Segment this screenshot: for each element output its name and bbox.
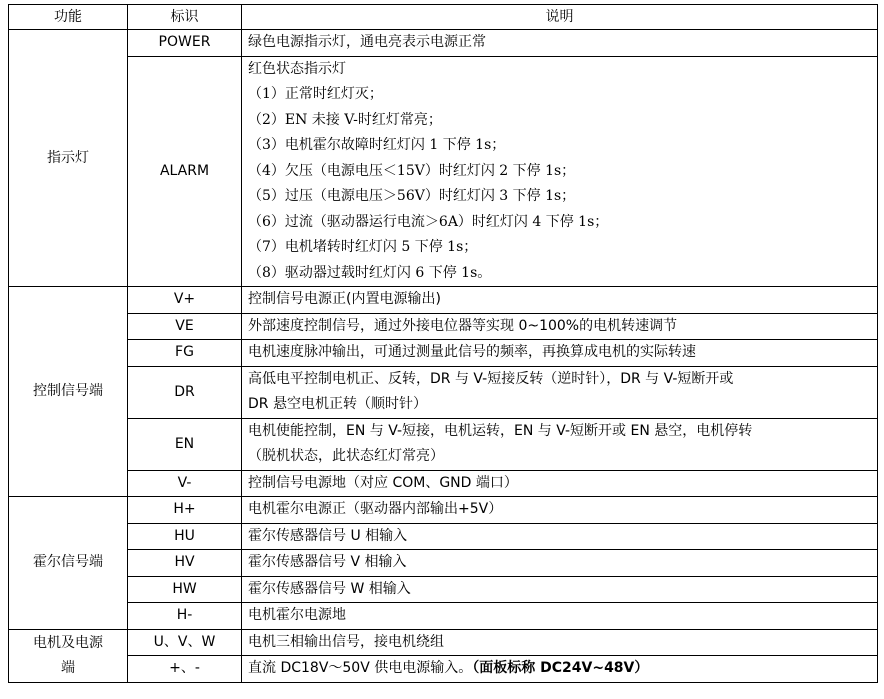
- desc-line: （4）欠压（电源电压＜15V）时红灯闪 2 下停 1s；: [248, 162, 576, 179]
- group-motor-power-label: 电机及电源 端: [9, 629, 128, 682]
- row-id: V-: [128, 470, 242, 497]
- row-id: ALARM: [128, 56, 242, 287]
- row-desc: 电机霍尔电源正（驱动器内部输出+5V）: [242, 497, 878, 524]
- table-row: [9, 629, 878, 656]
- row-id: H+: [128, 497, 242, 524]
- header-desc: 说明: [242, 5, 878, 30]
- terminal-spec-table: [8, 4, 878, 683]
- desc-line: （1）正常时红灯灭；: [248, 86, 383, 102]
- row-desc: 电机霍尔电源地: [242, 603, 878, 630]
- table-row: [9, 470, 878, 497]
- table-row: [9, 418, 878, 470]
- table-row: [9, 523, 878, 550]
- table-row: [9, 30, 878, 57]
- table-row: [9, 576, 878, 603]
- table-row: [9, 603, 878, 630]
- row-desc: 控制信号电源地（对应 COM、GND 端口）: [242, 470, 878, 497]
- row-id: HU: [128, 523, 242, 550]
- row-desc: 直流 DC18V～50V 供电电源输入。（面板标称 DC24V~48V）: [242, 656, 878, 683]
- table-header-row: [9, 5, 878, 30]
- table-row: [9, 313, 878, 340]
- row-id: VE: [128, 313, 242, 340]
- group-indicator-label: 指示灯: [9, 30, 128, 287]
- desc-line: （3）电机霍尔故障时红灯闪 1 下停 1s；: [248, 137, 506, 153]
- desc-line: （8）驱动器过载时红灯闪 6 下停 1s。: [248, 264, 492, 281]
- row-desc: 外部速度控制信号，通过外接电位器等实现 0~100%的电机转速调节: [242, 313, 878, 340]
- row-id: HV: [128, 550, 242, 577]
- header-id: 标识: [128, 5, 242, 30]
- spec-table-container: [8, 4, 877, 683]
- row-desc: 绿色电源指示灯，通电亮表示电源正常: [242, 30, 878, 57]
- row-desc: 霍尔传感器信号 V 相输入: [242, 550, 878, 577]
- group-control-label: 控制信号端: [9, 287, 128, 497]
- table-row: [9, 56, 878, 287]
- row-desc: 霍尔传感器信号 U 相输入: [242, 523, 878, 550]
- row-id: FG: [128, 340, 242, 367]
- row-id: V+: [128, 287, 242, 314]
- row-desc: 高低电平控制电机正、反转，DR 与 V-短接反转（逆时针），DR 与 V-短断开或 DR 悬空电机正转（顺时针）: [242, 366, 878, 418]
- row-id: H-: [128, 603, 242, 630]
- table-row: [9, 497, 878, 524]
- table-row: [9, 340, 878, 367]
- desc-line: （6）过流（驱动器运行电流＞6A）时红灯闪 4 下停 1s；: [248, 213, 609, 230]
- row-id: +、-: [128, 656, 242, 683]
- group-hall-label: 霍尔信号端: [9, 497, 128, 630]
- row-id: HW: [128, 576, 242, 603]
- row-desc: 电机速度脉冲输出，可通过测量此信号的频率，再换算成电机的实际转速: [242, 340, 878, 367]
- row-id: EN: [128, 418, 242, 470]
- row-id: U、V、W: [128, 629, 242, 656]
- desc-line: （7）电机堵转时红灯闪 5 下停 1s；: [248, 239, 478, 255]
- row-desc: [242, 56, 878, 287]
- table-row: [9, 656, 878, 683]
- row-id: DR: [128, 366, 242, 418]
- desc-line: 红色状态指示灯: [248, 60, 346, 77]
- row-desc: 电机三相输出信号，接电机绕组: [242, 629, 878, 656]
- panel-rating-note: （面板标称 DC24V~48V）: [472, 660, 649, 676]
- table-row: [9, 287, 878, 314]
- desc-line: （5）过压（电源电压＞56V）时红灯闪 3 下停 1s；: [248, 188, 576, 204]
- header-func: 功能: [9, 5, 128, 30]
- row-desc: 霍尔传感器信号 W 相输入: [242, 576, 878, 603]
- row-desc: 电机使能控制，EN 与 V-短接，电机运转，EN 与 V-短断开或 EN 悬空，电机停转 （脱机状态，此状态红灯常亮）: [242, 418, 878, 470]
- table-row: [9, 366, 878, 418]
- row-desc: 控制信号电源正(内置电源输出): [242, 287, 878, 314]
- desc-line: （2）EN 未接 V-时红灯常亮；: [248, 111, 442, 128]
- table-row: [9, 550, 878, 577]
- row-id: POWER: [128, 30, 242, 57]
